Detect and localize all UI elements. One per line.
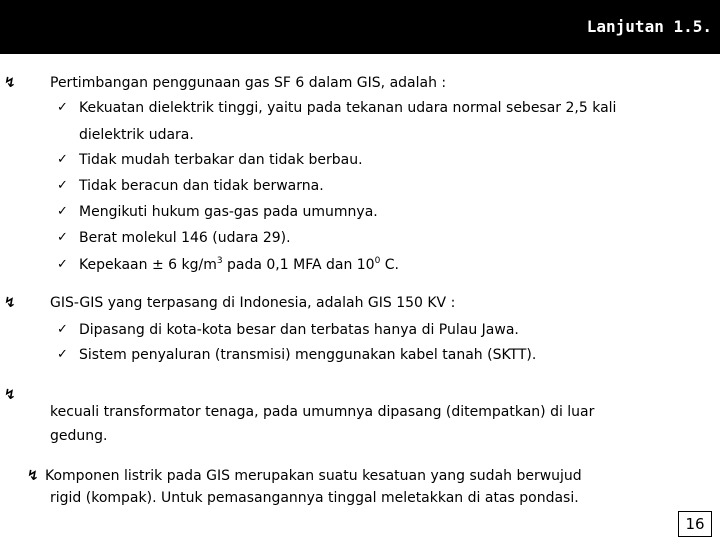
check-mark-icon: ✓ — [57, 152, 68, 167]
sub-bullet-text: Tidak mudah terbakar dan tidak berbau. — [79, 152, 363, 168]
header-bar — [0, 0, 720, 54]
check-mark-icon: ✓ — [57, 230, 68, 245]
lightning-bolt-icon: ↯ — [4, 75, 16, 91]
check-mark-icon: ✓ — [57, 322, 68, 337]
sub-bullet-text: Kekuatan dielektrik tinggi, yaitu pada tekanan udara normal sebesar 2,5 kali — [79, 100, 617, 116]
check-mark-icon: ✓ — [57, 347, 68, 362]
check-mark-icon: ✓ — [57, 204, 68, 219]
sub-bullet-text — [79, 256, 399, 274]
bullet-text: rigid (kompak). Untuk pemasangannya tinggal meletakkan di atas pondasi. — [50, 490, 579, 506]
sub-bullet-text: dielektrik udara. — [79, 127, 194, 143]
check-mark-icon: ✓ — [57, 100, 68, 115]
bullet-text: GIS-GIS yang terpasang di Indonesia, adalah GIS 150 KV : — [50, 295, 456, 311]
lightning-bolt-icon: ↯ — [4, 387, 16, 403]
bullet-text: Komponen listrik pada GIS merupakan suatu kesatuan yang sudah berwujud — [45, 468, 582, 484]
bullet-text: gedung. — [50, 428, 108, 444]
check-mark-icon: ✓ — [57, 257, 68, 272]
text-part: pada 0,1 MFA dan 10 — [222, 257, 375, 273]
sub-bullet-text: Sistem penyaluran (transmisi) menggunakan kabel tanah (SKTT). — [79, 347, 537, 363]
sub-bullet-text: Berat molekul 146 (udara 29). — [79, 230, 291, 246]
text-part: Kepekaan ± 6 kg/m — [79, 257, 217, 273]
superscript: 0 — [374, 256, 381, 266]
bullet-text: Pertimbangan penggunaan gas SF 6 dalam GIS, adalah : — [50, 75, 447, 91]
sub-bullet-text: Dipasang di kota-kota besar dan terbatas hanya di Pulau Jawa. — [79, 322, 519, 338]
lightning-bolt-icon: ↯ — [27, 468, 39, 484]
slide-title: Lanjutan 1.5. — [586, 17, 712, 36]
bullet-text: kecuali transformator tenaga, pada umumnya dipasang (ditempatkan) di luar — [50, 404, 595, 420]
page-number: 16 — [678, 511, 712, 537]
text-part: C. — [380, 257, 400, 273]
sub-bullet-text: Tidak beracun dan tidak berwarna. — [79, 178, 324, 194]
superscript: 3 — [216, 256, 223, 266]
sub-bullet-text: Mengikuti hukum gas-gas pada umumnya. — [79, 204, 378, 220]
lightning-bolt-icon: ↯ — [4, 295, 16, 311]
check-mark-icon: ✓ — [57, 178, 68, 193]
